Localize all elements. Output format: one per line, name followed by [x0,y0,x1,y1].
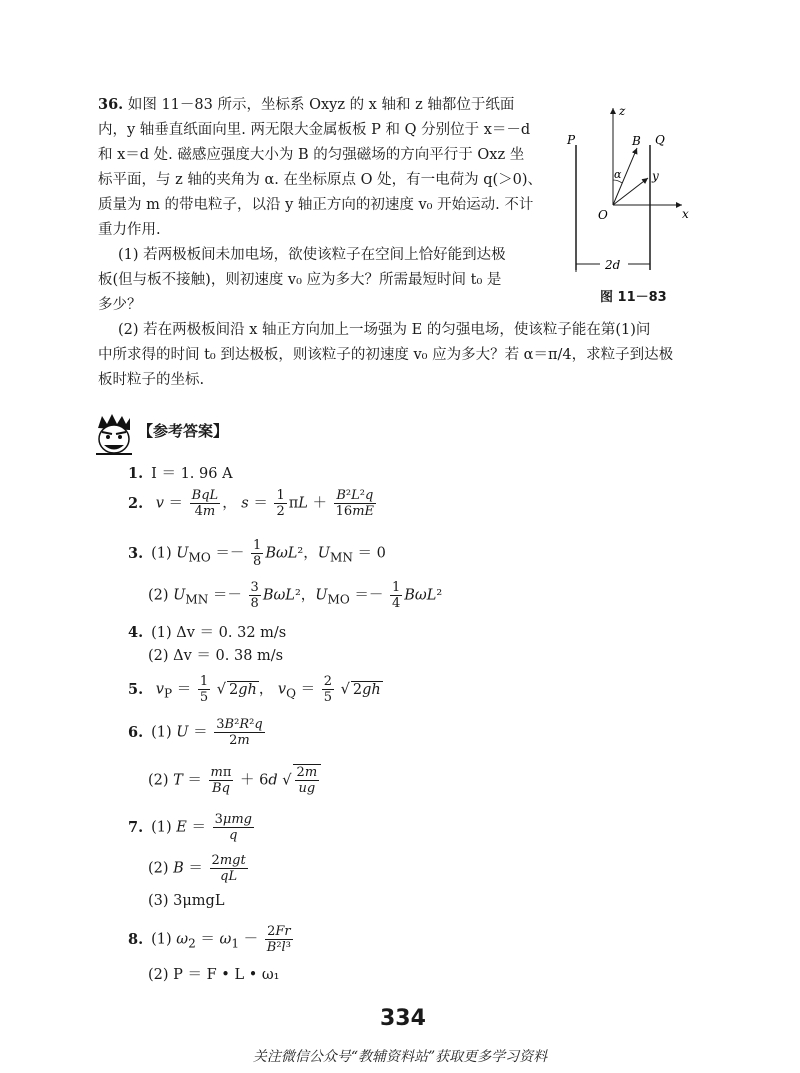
problem-line-8: 板(但与板不接触)，则初速度 v₀ 应为多大？所需最短时间 t₀ 是 [98,272,502,288]
label-x: x [682,207,689,221]
problem-line-6: 重力作用. [98,222,161,238]
answer-1: 1. I ＝ 1. 96 A [128,465,233,482]
page-number: 334 [380,1006,426,1031]
problem-line-4: 标平面，与 z 轴的夹角为 α. 在坐标原点 O 处，有一电荷为 q(＞0)、 [98,172,543,188]
label-p: P [567,133,576,147]
answer-4-2: (2) Δv ＝ 0. 38 m/s [148,648,284,664]
part2-line-1: (2) 若在两极板间沿 x 轴正方向加上一场强为 E 的匀强电场，使该粒子能在第(1)问 [118,322,651,338]
problem-line-2: 内，y 轴垂直纸面向里. 两无限大金属板板 P 和 Q 分别位于 x＝－d [98,122,531,138]
problem-line-9: 多少？ [98,297,142,313]
answer-header [92,412,292,458]
answer-3-1: 3. (1) $U_{MO}$ ＝－ $\frac{1}{8}$ BωL²，$U_{MN} = 0$ [128,538,386,569]
problem-line-7: (1) 若两极板间未加电场，欲使该粒子在空间上恰好能到达极 [118,247,506,263]
label-b: B [632,134,641,148]
answer-4-1: 4. (1) Δv ＝ 0. 32 m/s [128,624,287,641]
problem-36 [98,92,598,318]
answer-3-2: (2) $U_{MN}$ ＝－ $\frac{3}{8}$ BωL²，$U_{MO}$ ＝－ $\frac{1}{4}$ BωL² [148,580,443,611]
figure-caption: 图 11－83 [600,290,667,305]
answer-8-2: (2) P ＝ F • L • ω₁ [148,967,280,983]
answer-7-2: (2) B ＝ $\frac{\text{2mgt}}{qL}$ [148,853,246,884]
label-y: y [652,169,659,183]
part2-line-3: 板时粒子的坐标. [98,372,205,388]
cartoon-face-icon [92,412,136,458]
footer-note: 关注微信公众号“教辅资料站”获取更多学习资料 [252,1049,548,1065]
label-alpha: α [614,168,622,181]
problem-line-3: 和 x＝d 处. 磁感应强度大小为 B 的匀强磁场的方向平行于 Oxz 坐 [98,147,525,163]
answer-2: 2. v ＝ $\frac{\text{BqL}}{4m}$ ， s ＝ $\frac{1}{2}$ πL ＋ $\frac{\text{B²L²q}}{16mE}$ [128,488,375,519]
problem-line-5: 质量为 m 的带电粒子，以沿 y 轴正方向的初速度 v₀ 开始运动. 不计 [98,197,534,213]
answer-7-1: 7. (1) E ＝ $\frac{\text{3μmg}}{q}$ [128,812,252,843]
problem-part-2 [98,318,708,393]
label-o: O [598,208,608,222]
answer-7-3: (3) 3μmgL [148,893,225,909]
answer-6-2: (2) T ＝ $\frac{m\pi}{Bq}$ ＋ 6d √ $\frac{2m}{ug}$ [148,764,321,796]
part2-line-2: 中所求得的时间 t₀ 到达极板，则该粒子的初速度 v₀ 应为多大？若 α＝π/4，求粒子到达极 [98,347,674,363]
answer-title: 【参考答案】 [138,422,229,440]
answer-8-1: 8. (1) $\omega_2 = \omega_1$ － $\frac{2Fr}{\text{B²l³}}$ [128,924,291,955]
label-q: Q [655,133,665,147]
problem-number: 36. [98,96,124,113]
problem-line-1: 36. 如图 11－83 所示，坐标系 Oxyz 的 x 轴和 z 轴都位于纸面 [98,96,515,113]
answer-5: 5. $v_P$ ＝ $\frac{1}{5}$ √ 2gh ， $v_Q$ ＝ $\frac{2}{5}$ √ 2gh [128,674,381,705]
label-2d: 2d [605,258,621,272]
figure-11-83 [560,100,700,305]
answer-6-1: 6. (1) U ＝ $\frac{\text{3B²R²q}}{2m}$ [128,717,263,748]
label-z: z [619,104,626,118]
